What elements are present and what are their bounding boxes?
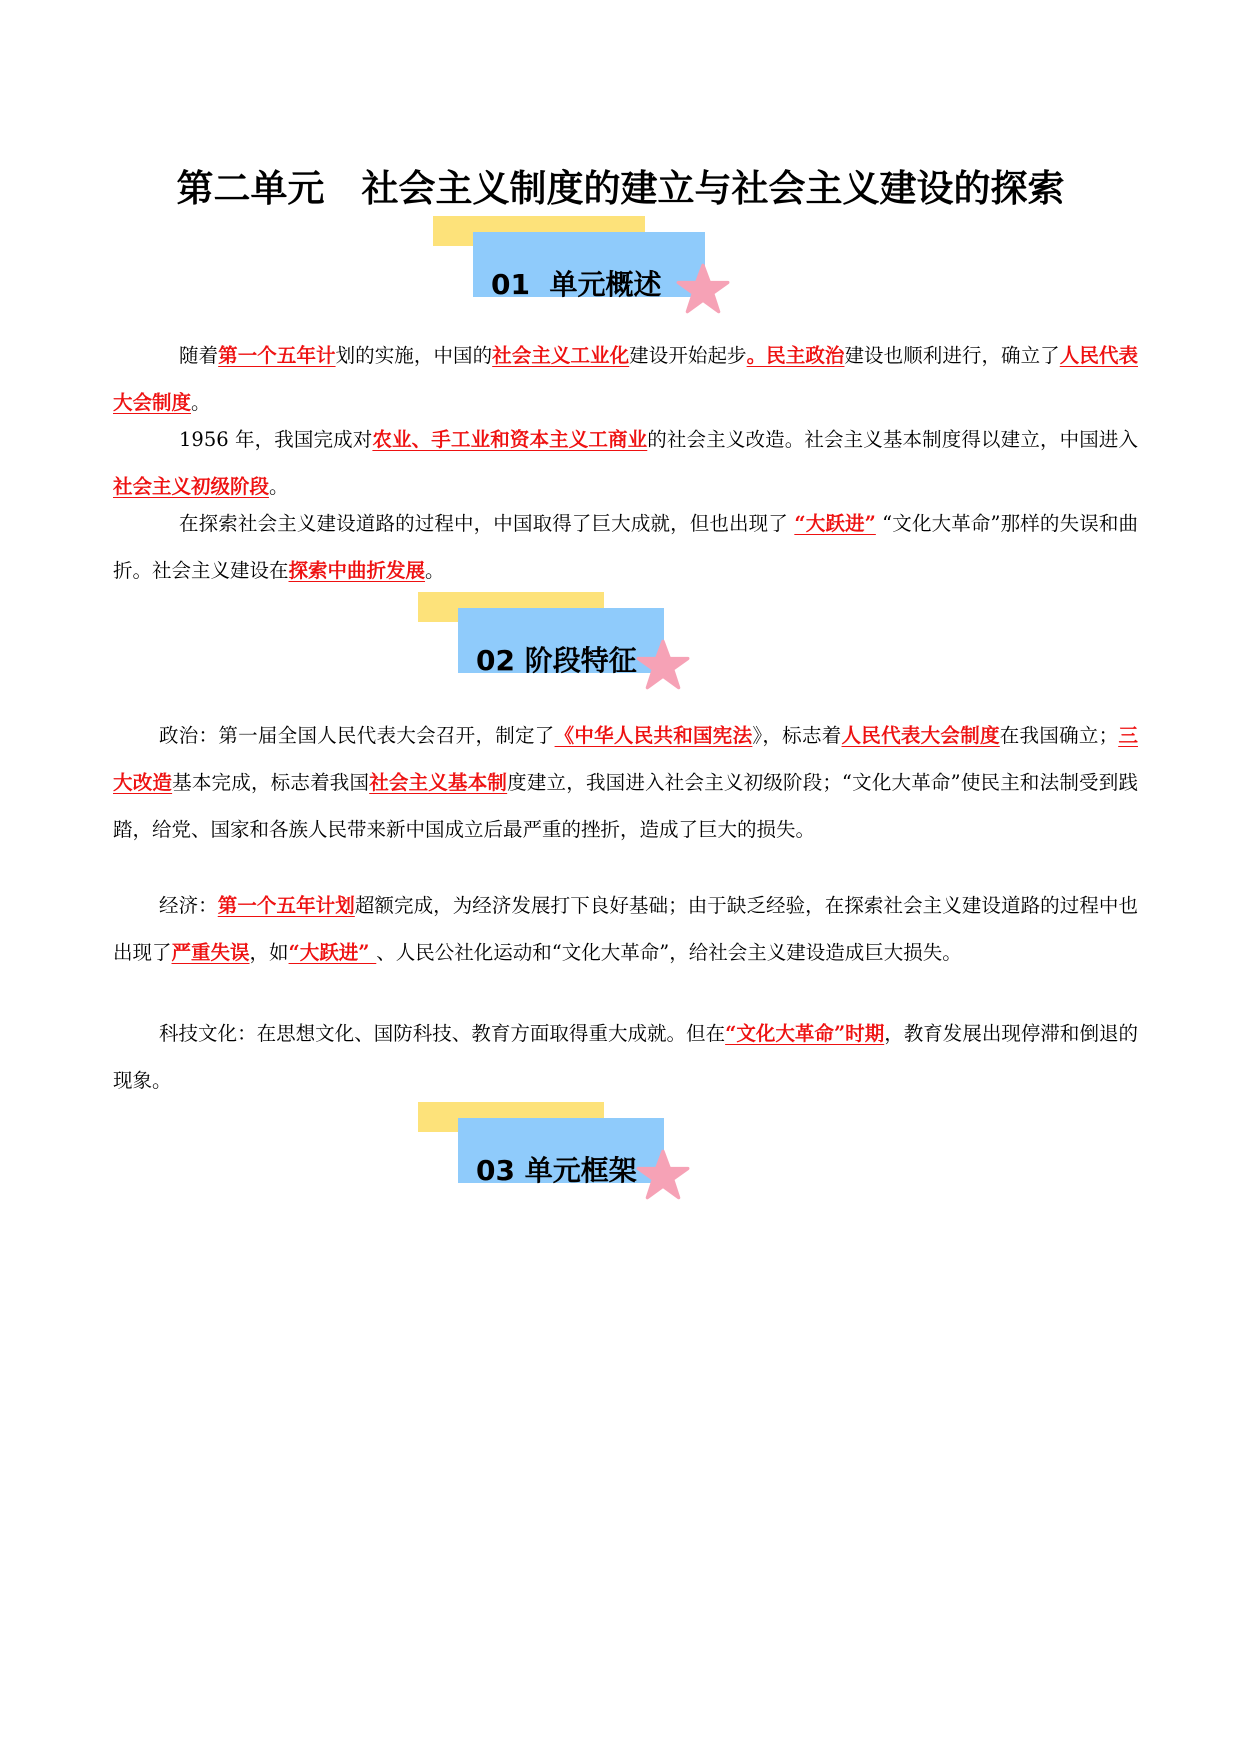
star-icon <box>636 638 690 692</box>
text: 建设开始起步 <box>629 344 747 367</box>
highlight-term: 第一个五年计 <box>218 344 336 367</box>
text: 基本完成，标志着我国 <box>172 771 370 794</box>
section-header-framework <box>418 1102 738 1222</box>
highlight-term: 社会主义初级阶段 <box>113 475 270 498</box>
section-label: 03 单元框架 <box>476 1154 637 1187</box>
text: 1956 年，我国完成对 <box>179 428 373 451</box>
star-icon <box>636 1148 690 1202</box>
text: 经济： <box>159 894 218 917</box>
overview-paragraph-2 <box>113 416 1138 510</box>
highlight-term: 农业、手工业和资本主义工商业 <box>372 428 648 451</box>
features-economy <box>113 882 1138 976</box>
text: “文化大革命”那样的失误和曲折。社会主义建设在 <box>113 512 1139 582</box>
text: 。 <box>269 475 289 498</box>
section-label: 02 阶段特征 <box>476 644 637 677</box>
section-header-features <box>418 592 738 712</box>
highlight-term: 。民主政治 <box>746 344 845 367</box>
highlight-term: 三大改造 <box>113 724 1138 794</box>
overview-paragraph-3 <box>113 500 1138 594</box>
highlight-term: “大跃进” <box>794 512 876 535</box>
highlight-term: 社会主义工业化 <box>492 344 630 367</box>
overview-paragraph-1 <box>113 332 1138 426</box>
text: 科技文化：在思想文化、国防科技、教育方面取得重大成就。但在 <box>159 1022 726 1045</box>
highlight-term: 《中华人民共和国宪法 <box>554 724 753 747</box>
page-title: 第二单元 社会主义制度的建立与社会主义建设的探索 <box>176 167 1065 210</box>
text: 划的实施，中国的 <box>335 344 493 367</box>
highlight-term: 人民代表大会制度 <box>841 724 1000 747</box>
text: 在探索社会主义建设道路的过程中，中国取得了巨大成就，但也出现了 <box>179 512 795 535</box>
features-culture <box>113 1010 1138 1104</box>
star-icon <box>676 262 730 316</box>
text: ，如 <box>249 941 289 964</box>
highlight-term: 人民代表大会制度 <box>113 344 1138 414</box>
highlight-term: “大跃进” <box>288 941 377 964</box>
text: 在我国确立； <box>999 724 1119 747</box>
text: 、人民公社化运动和“文化大革命”，给社会主义建设造成巨大损失。 <box>376 941 962 964</box>
highlight-term: 探索中曲折发展 <box>288 559 426 582</box>
section-header-overview <box>433 216 753 336</box>
text: 》，标志着 <box>752 724 842 747</box>
text: 建设也顺利进行，确立了 <box>844 344 1060 367</box>
text: 的社会主义改造。社会主义基本制度得以建立，中国进入 <box>647 428 1138 451</box>
text: 政治：第一届全国人民代表大会召开，制定了 <box>159 724 555 747</box>
text: 随着 <box>179 344 219 367</box>
text: 。 <box>425 559 445 582</box>
highlight-term: “文化大革命”时期 <box>725 1022 885 1045</box>
features-politics <box>113 712 1138 853</box>
highlight-term: 社会主义基本制 <box>369 771 508 794</box>
text: ，教育发展出现停滞和倒退的现象。 <box>113 1022 1138 1092</box>
highlight-term: 严重失误 <box>171 941 250 964</box>
text: 超额完成，为经济发展打下良好基础；由于缺乏经验，在探索社会主义建设道路的过程中也出现了 <box>113 894 1138 964</box>
text: 。 <box>191 391 211 414</box>
text: 度建立，我国进入社会主义初级阶段；“文化大革命”使民主和法制受到践踏，给党、国家和各族人民带来新中国成立后最严重的挫折，造成了巨大的损失。 <box>113 771 1138 841</box>
highlight-term: 第一个五年计划 <box>217 894 355 917</box>
section-label: 01 单元概述 <box>491 268 662 301</box>
